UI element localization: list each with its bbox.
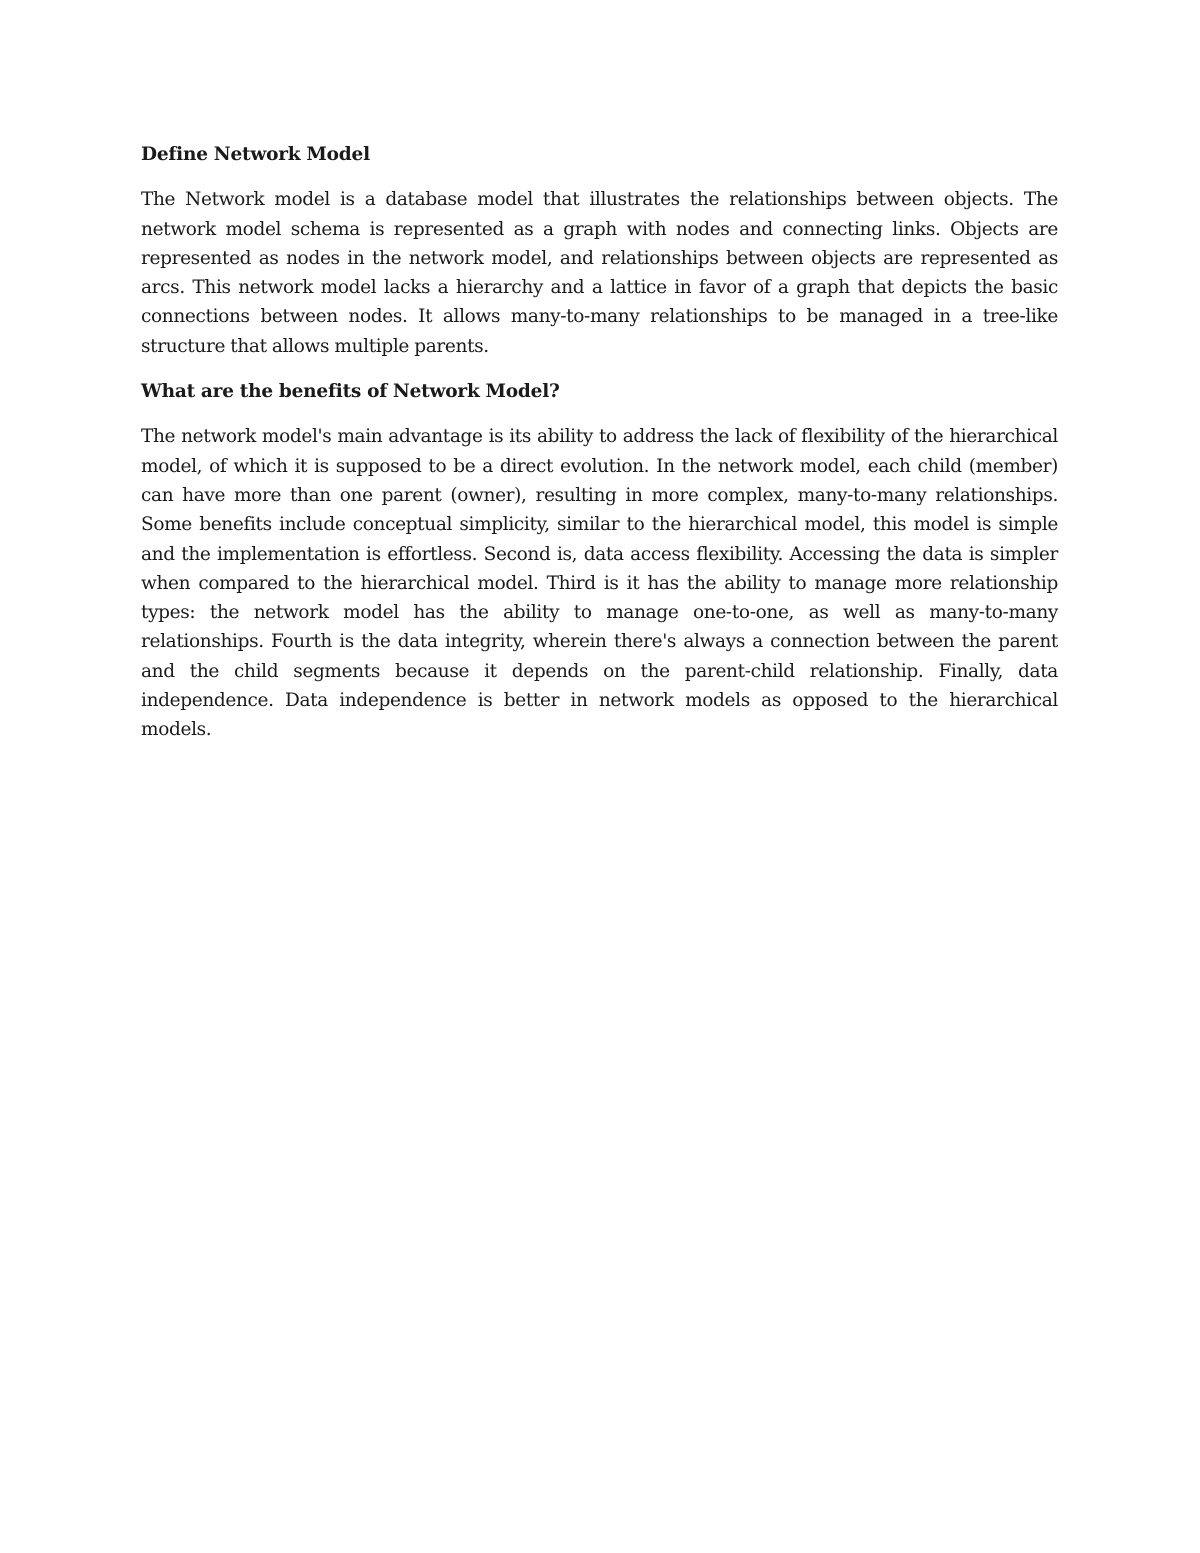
section-paragraph-definition: The Network model is a database model that illustrates the relationships between objects. The network model schema is represented as a graph with nodes and connecting links. Objects are represented as nodes in the network model, and relationships between objects are represented as arcs. This network model lacks a hierarchy and a lattice in favor of a graph that depicts the basic connections between nodes. It allows many-to-many relationships to be managed in a tree-like structure that allows multiple parents.: [141, 189, 1058, 357]
section-heading-define-network-model: Define Network Model: [141, 144, 370, 165]
section-paragraph-benefits: The network model's main advantage is its ability to address the lack of flexibility of the hierarchical model, of which it is supposed to be a direct evolution. In the network model, each child (member) can have more than one parent (owner), resulting in more complex, many-to-many relationships. Some benefits include conceptual simplicity, similar to the hierarchical model, this model is simple and the implementation is effortless. Second is, data access flexibility. Accessing the data is simpler when compared to the hierarchical model. Third is it has the ability to manage more relationship types: the network model has the ability to manage one-to-one, as well as many-to-many relationships. Fourth is the data integrity, wherein there's always a connection between the parent and the child segments because it depends on the parent-child relationship. Finally, data independence. Data independence is better in network models as opposed to the hierarchical models.: [141, 426, 1058, 741]
section-heading-benefits: What are the benefits of Network Model?: [141, 381, 560, 403]
document-body: [141, 140, 1058, 745]
